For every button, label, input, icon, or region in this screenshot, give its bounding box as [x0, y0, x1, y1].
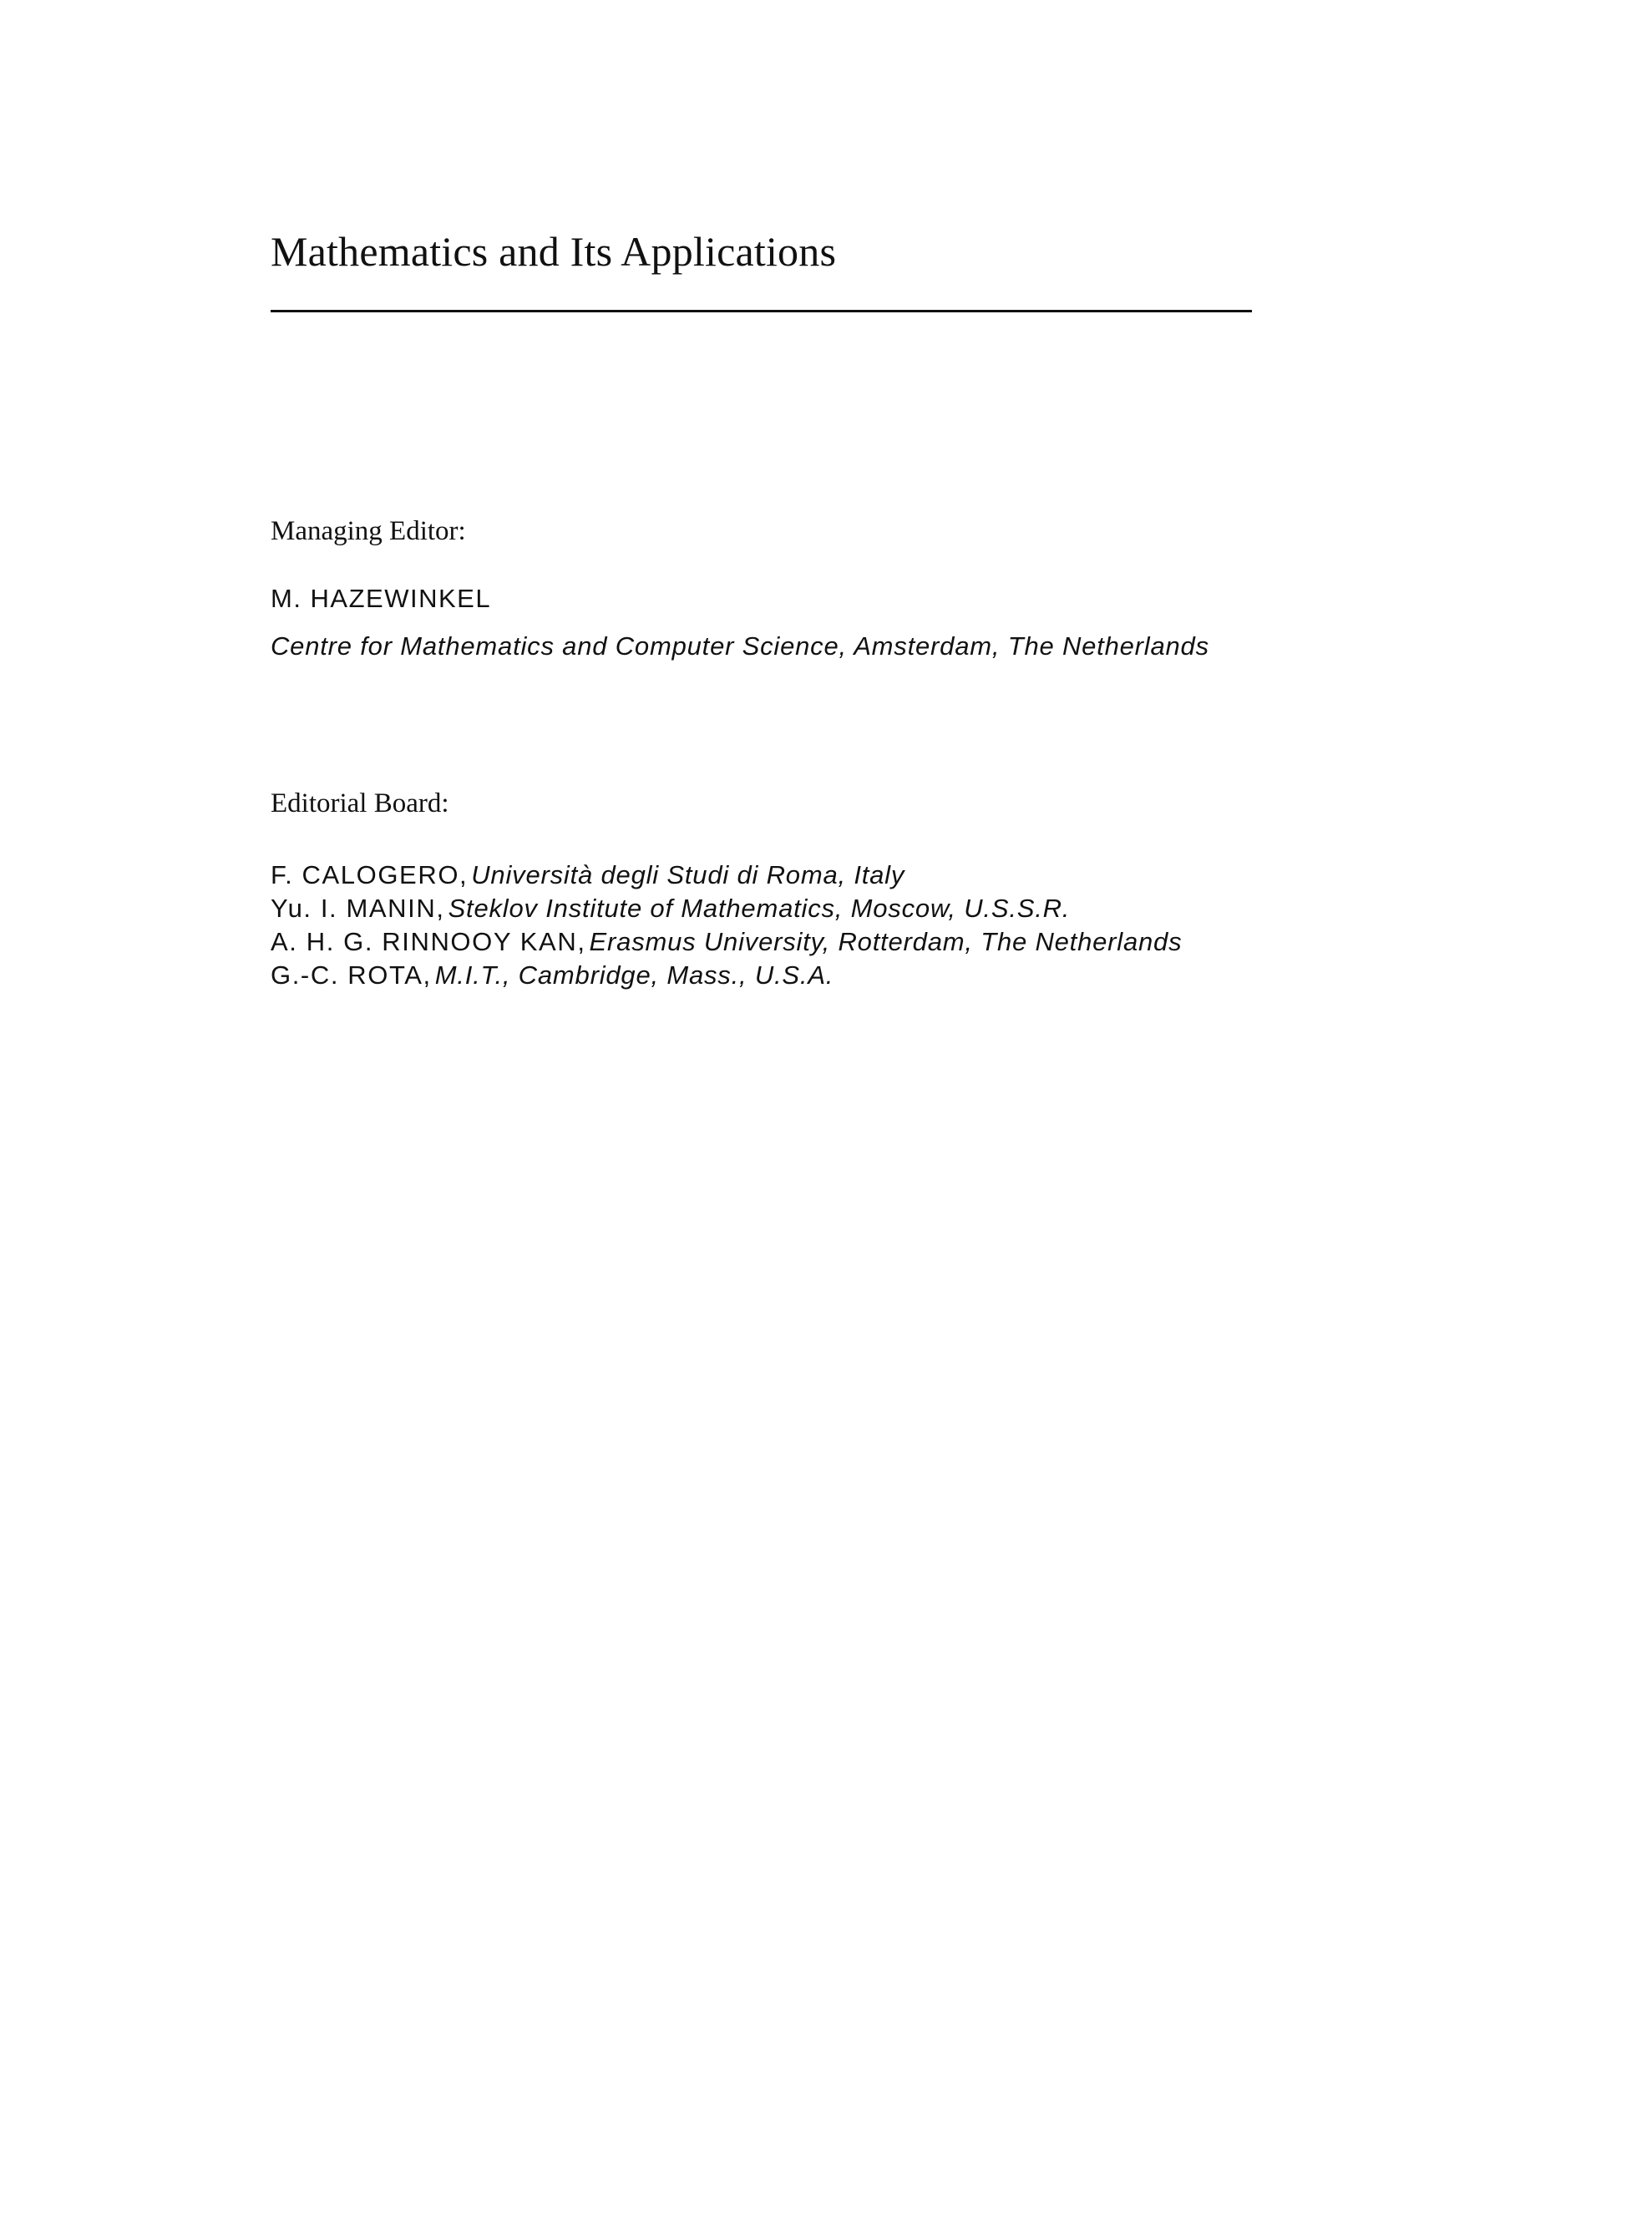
- board-member-name: F. CALOGERO,: [271, 860, 469, 889]
- editorial-board-list: [271, 859, 1182, 992]
- editorial-board-heading: Editorial Board:: [271, 788, 449, 818]
- board-member: [271, 892, 1182, 925]
- managing-editor-heading: Managing Editor:: [271, 516, 466, 546]
- board-member-affiliation: Università degli Studi di Roma, Italy: [471, 860, 905, 889]
- series-title: Mathematics and Its Applications: [271, 228, 837, 275]
- managing-editor-name: M. HAZEWINKEL: [271, 584, 492, 613]
- board-member-affiliation: Steklov Institute of Mathematics, Moscow, U.S.S.R.: [448, 894, 1071, 923]
- board-member-name: G.-C. ROTA,: [271, 960, 432, 990]
- board-member: [271, 859, 1182, 892]
- board-member-name: Yu. I. MANIN,: [271, 894, 445, 923]
- board-member: [271, 925, 1182, 959]
- title-rule: [271, 310, 1252, 312]
- board-member-name: A. H. G. RINNOOY KAN,: [271, 927, 586, 956]
- board-member-affiliation: Erasmus University, Rotterdam, The Netherlands: [589, 927, 1183, 956]
- board-member-affiliation: M.I.T., Cambridge, Mass., U.S.A.: [434, 960, 834, 990]
- managing-editor-affiliation: Centre for Mathematics and Computer Science, Amsterdam, The Netherlands: [271, 631, 1209, 661]
- board-member: [271, 959, 1182, 992]
